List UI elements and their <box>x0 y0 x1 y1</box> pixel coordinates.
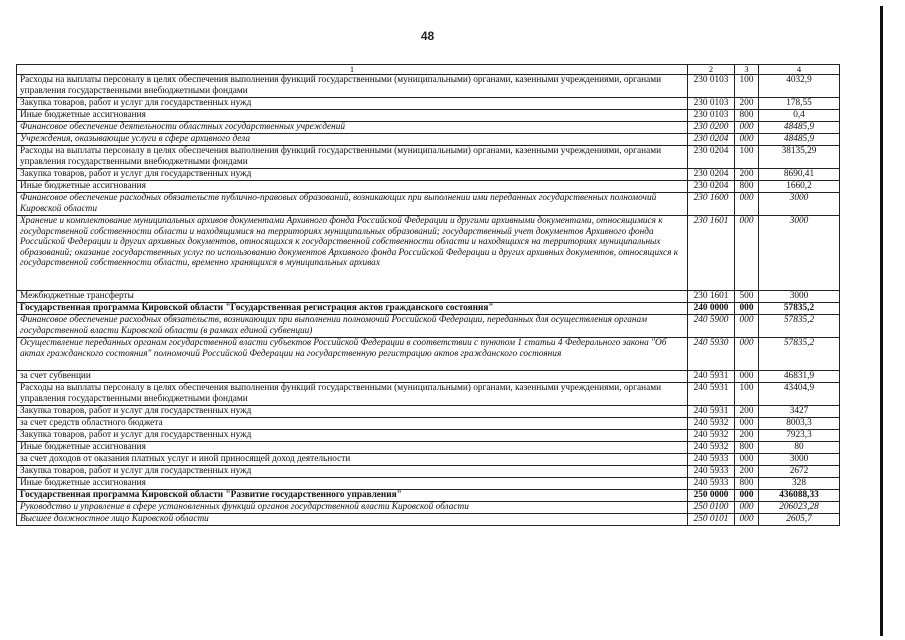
row-amount: 206023,28 <box>759 502 840 514</box>
table-row <box>17 110 840 122</box>
table-row <box>17 383 840 406</box>
row-amount: 43404,9 <box>759 383 840 406</box>
row-expense-type: 000 <box>735 315 759 338</box>
row-amount: 57835,2 <box>759 315 840 338</box>
table-row <box>17 430 840 442</box>
row-expense-type: 000 <box>735 454 759 466</box>
row-code: 240 5930 <box>688 338 735 371</box>
row-code: 250 0101 <box>688 514 735 526</box>
table-row <box>17 98 840 110</box>
row-name: Учреждения, оказывающие услуги в сфере архивного дела <box>17 134 688 146</box>
row-expense-type: 800 <box>735 478 759 490</box>
row-amount: 8690,41 <box>759 169 840 181</box>
row-name: Расходы на выплаты персоналу в целях обеспечения выполнения функций государственными (муниципальными) органами, казенными учреждениями, органами управления государственными внебюджетными фондами <box>17 383 688 406</box>
row-expense-type: 100 <box>735 146 759 169</box>
budget-table-body <box>17 65 840 526</box>
row-code: 240 5900 <box>688 315 735 338</box>
page-edge-rule <box>880 6 883 636</box>
table-row <box>17 216 840 291</box>
table-row <box>17 122 840 134</box>
row-amount: 2672 <box>759 466 840 478</box>
row-expense-type: 100 <box>735 383 759 406</box>
table-row <box>17 418 840 430</box>
table-row <box>17 478 840 490</box>
row-name: Иные бюджетные ассигнования <box>17 181 688 193</box>
row-amount: 57835,2 <box>759 338 840 371</box>
table-row <box>17 442 840 454</box>
table-row <box>17 514 840 526</box>
row-amount: 328 <box>759 478 840 490</box>
row-expense-type: 000 <box>735 418 759 430</box>
table-row <box>17 291 840 303</box>
row-name: Государственная программа Кировской области "Государственная регистрация актов гражданского состояния" <box>17 303 688 315</box>
row-code: 240 5932 <box>688 418 735 430</box>
row-code: 240 5933 <box>688 466 735 478</box>
row-code: 250 0000 <box>688 490 735 502</box>
table-row <box>17 181 840 193</box>
row-code: 230 0103 <box>688 110 735 122</box>
row-name: Расходы на выплаты персоналу в целях обеспечения выполнения функций государственными (муниципальными) органами, казенными учреждениями, органами управления государственными внебюджетными фондами <box>17 146 688 169</box>
row-name: Закупка товаров, работ и услуг для государственных нужд <box>17 430 688 442</box>
row-amount: 3000 <box>759 454 840 466</box>
row-expense-type: 100 <box>735 75 759 98</box>
row-name: Финансовое обеспечение расходных обязательств публично-правовых образований, возникающих при выполнении ими переданных государственных полномочий Кировской области <box>17 193 688 216</box>
table-row <box>17 146 840 169</box>
row-amount: 48485,9 <box>759 134 840 146</box>
row-amount: 7923,3 <box>759 430 840 442</box>
row-code: 250 0100 <box>688 502 735 514</box>
row-name: Межбюджетные трансферты <box>17 291 688 303</box>
row-expense-type: 200 <box>735 466 759 478</box>
row-name: Закупка товаров, работ и услуг для государственных нужд <box>17 466 688 478</box>
row-expense-type: 800 <box>735 110 759 122</box>
row-expense-type: 000 <box>735 134 759 146</box>
row-name: Финансовое обеспечение деятельности областных государственных учреждений <box>17 122 688 134</box>
row-name: Иные бюджетные ассигнования <box>17 110 688 122</box>
row-amount: 3000 <box>759 193 840 216</box>
row-code: 230 0204 <box>688 181 735 193</box>
row-code: 240 0000 <box>688 303 735 315</box>
row-name: Финансовое обеспечение расходных обязательств, возникающих при выполнении полномочий Российской Федерации, переданных для осуществления органам государственной власти Кировской области (в рамках единой субвенции) <box>17 315 688 338</box>
row-code: 240 5932 <box>688 442 735 454</box>
row-code: 240 5931 <box>688 371 735 383</box>
row-amount: 1660,2 <box>759 181 840 193</box>
row-code: 240 5933 <box>688 478 735 490</box>
row-expense-type: 000 <box>735 502 759 514</box>
row-amount: 436088,33 <box>759 490 840 502</box>
row-expense-type: 800 <box>735 442 759 454</box>
row-expense-type: 000 <box>735 216 759 291</box>
row-name: Государственная программа Кировской области "Развитие государственного управления" <box>17 490 688 502</box>
row-expense-type: 200 <box>735 406 759 418</box>
table-row <box>17 303 840 315</box>
row-code: 230 1600 <box>688 193 735 216</box>
row-amount: 2605,7 <box>759 514 840 526</box>
row-name: Иные бюджетные ассигнования <box>17 442 688 454</box>
row-code: 230 0204 <box>688 134 735 146</box>
row-amount: 80 <box>759 442 840 454</box>
row-name: Хранение и комплектование муниципальных архивов документами Архивного фонда Российской Федерации и другими архивными документами, относящимися к государственной собственности области и находящимися на территориях муниципальных образований; государственный учет документов Архивного фонда Российской Федерации и других архивных документов, относящихся к государственной собственности области и находящихся на территориях муниципальных образований; оказание государственных услуг по использованию документов Архивного фонда Российской Федерации и других архивных документов, относящихся к государственной собственности области, временно хранящихся в муниципальных архивах <box>17 216 688 291</box>
row-name: Осуществление переданных органам государственной власти субъектов Российской Федерации в соответствии с пунктом 1 статьи 4 Федерального закона "Об актах гражданского состояния" полномочий Российской Федерации на государственную регистрацию актов гражданского состояния <box>17 338 688 371</box>
row-name: Закупка товаров, работ и услуг для государственных нужд <box>17 98 688 110</box>
row-name: Расходы на выплаты персоналу в целях обеспечения выполнения функций государственными (муниципальными) органами, казенными учреждениями, органами управления государственными внебюджетными фондами <box>17 75 688 98</box>
row-expense-type: 800 <box>735 181 759 193</box>
row-expense-type: 200 <box>735 98 759 110</box>
row-amount: 178,55 <box>759 98 840 110</box>
row-code: 240 5931 <box>688 383 735 406</box>
row-amount: 0,4 <box>759 110 840 122</box>
row-code: 230 0200 <box>688 122 735 134</box>
row-code: 230 0103 <box>688 75 735 98</box>
row-expense-type: 000 <box>735 338 759 371</box>
row-name: за счет доходов от оказания платных услуг и иной приносящей доход деятельности <box>17 454 688 466</box>
row-amount: 57835,2 <box>759 303 840 315</box>
table-row <box>17 315 840 338</box>
table-row <box>17 338 840 371</box>
row-amount: 4032,9 <box>759 75 840 98</box>
row-name: Иные бюджетные ассигнования <box>17 478 688 490</box>
header-col-1: 1 <box>17 65 688 75</box>
row-code: 230 0204 <box>688 146 735 169</box>
table-row <box>17 490 840 502</box>
row-amount: 48485,9 <box>759 122 840 134</box>
row-code: 230 0103 <box>688 98 735 110</box>
row-code: 230 1601 <box>688 291 735 303</box>
row-expense-type: 500 <box>735 291 759 303</box>
budget-table <box>16 64 840 526</box>
row-amount: 3000 <box>759 216 840 291</box>
row-name: Руководство и управление в сфере установленных функций органов государственной власти Кировской области <box>17 502 688 514</box>
row-amount: 3427 <box>759 406 840 418</box>
table-row <box>17 169 840 181</box>
row-code: 230 1601 <box>688 216 735 291</box>
row-expense-type: 200 <box>735 169 759 181</box>
row-expense-type: 000 <box>735 122 759 134</box>
row-expense-type: 000 <box>735 490 759 502</box>
page-number: 48 <box>420 29 435 43</box>
row-expense-type: 000 <box>735 514 759 526</box>
table-row <box>17 466 840 478</box>
row-code: 230 0204 <box>688 169 735 181</box>
table-row <box>17 193 840 216</box>
row-expense-type: 000 <box>735 193 759 216</box>
row-code: 240 5933 <box>688 454 735 466</box>
table-row <box>17 75 840 98</box>
row-code: 240 5932 <box>688 430 735 442</box>
row-amount: 8003,3 <box>759 418 840 430</box>
table-row <box>17 371 840 383</box>
row-expense-type: 000 <box>735 371 759 383</box>
row-expense-type: 200 <box>735 430 759 442</box>
header-col-2: 2 <box>688 65 735 75</box>
row-expense-type: 000 <box>735 303 759 315</box>
row-code: 240 5931 <box>688 406 735 418</box>
table-row <box>17 502 840 514</box>
header-col-4: 4 <box>759 65 840 75</box>
row-amount: 38135,29 <box>759 146 840 169</box>
row-name: Высшее должностное лицо Кировской области <box>17 514 688 526</box>
table-row <box>17 454 840 466</box>
table-header-row <box>17 65 840 75</box>
row-amount: 46831,9 <box>759 371 840 383</box>
table-row <box>17 134 840 146</box>
row-name: Закупка товаров, работ и услуг для государственных нужд <box>17 406 688 418</box>
header-col-3: 3 <box>735 65 759 75</box>
row-name: Закупка товаров, работ и услуг для государственных нужд <box>17 169 688 181</box>
row-name: за счет субвенции <box>17 371 688 383</box>
row-amount: 3000 <box>759 291 840 303</box>
row-name: за счет средств областного бюджета <box>17 418 688 430</box>
table-row <box>17 406 840 418</box>
